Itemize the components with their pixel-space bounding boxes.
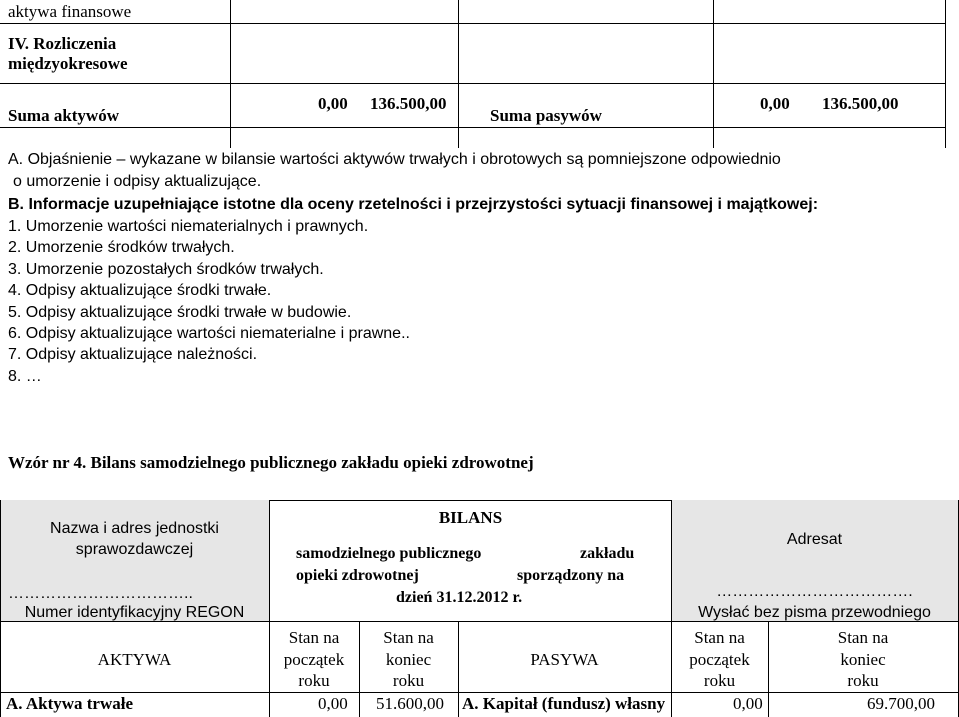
col-header-assets: AKTYWA — [97, 650, 172, 669]
entity-label-line1: Nazwa i adres jednostki — [50, 520, 219, 537]
list-item: 3. Umorzenie pozostałych środków trwałych. — [8, 261, 324, 278]
col-header-liab-start-line3: roku — [703, 671, 736, 690]
col-header-start-line1: Stan na — [288, 628, 340, 647]
balance-subtitle-part: zakładu — [580, 545, 635, 562]
template-title: Wzór nr 4. Bilans samodzielnego publicznego zakładu opieki zdrowotnej — [8, 453, 534, 472]
addressee-note: Wysłać bez pisma przewodniego — [698, 604, 931, 621]
list-item: 8. … — [8, 368, 42, 385]
col-header-liab-end-line1: Stan na — [837, 628, 889, 647]
sum-liabilities-label: Suma pasywów — [490, 106, 602, 125]
list-item: 2. Umorzenie środków trwałych. — [8, 239, 235, 256]
row-a-liabilities-label: A. Kapitał (fundusz) własny — [462, 694, 666, 713]
balance-subtitle-part: opieki zdrowotnej — [296, 567, 419, 584]
row-a-assets-label: A. Aktywa trwałe — [6, 694, 134, 713]
table-rule — [0, 127, 946, 128]
note-b-heading: B. Informacje uzupełniające istotne dla oceny rzetelności i przejrzystości sytuacji finansowej i majątkowej: — [8, 196, 819, 213]
table-rule — [0, 23, 946, 24]
addressee-dots: ………………………………. — [716, 583, 913, 600]
sum-assets-start: 0,00 — [318, 94, 348, 113]
entity-dots: …………………………….. — [8, 585, 193, 602]
list-item: 4. Odpisy aktualizujące środki trwałe. — [8, 282, 272, 299]
sum-assets-label: Suma aktywów — [8, 106, 119, 125]
col-header-liab-start-line1: Stan na — [694, 628, 745, 647]
col-header-liabilities: PASYWA — [530, 650, 599, 669]
note-a-line1: A. Objaśnienie – wykazane w bilansie wartości aktywów trwałych i obrotowych są pomniejszone odpowiednio — [8, 151, 781, 168]
col-header-liab-end-line2: koniec — [840, 650, 886, 669]
sum-liabilities-start: 0,00 — [760, 94, 790, 113]
balance-subtitle-part: samodzielnego publicznego — [296, 545, 482, 562]
list-item: 6. Odpisy aktualizujące wartości niematerialne i prawne.. — [8, 325, 410, 342]
list-item: 5. Odpisy aktualizujące środki trwałe w budowie. — [8, 304, 352, 321]
balance-title: BILANS — [438, 508, 503, 527]
row-a-assets-end: 51.600,00 — [376, 694, 444, 713]
sum-liabilities-end: 136.500,00 — [822, 94, 899, 113]
col-header-end-line1: Stan na — [383, 628, 434, 647]
balance-subtitle-date: dzień 31.12.2012 r. — [396, 589, 523, 606]
row-a-liabilities-start: 0,00 — [733, 694, 763, 713]
row-prev-label: aktywa finansowe — [8, 2, 132, 21]
col-header-liab-end-line3: roku — [847, 671, 879, 690]
table-rule — [0, 83, 946, 84]
col-header-end-line2: koniec — [385, 650, 432, 669]
balance-subtitle-part: sporządzony na — [517, 567, 625, 584]
row-a-assets-start: 0,00 — [318, 694, 348, 713]
table-rule — [0, 621, 958, 622]
regon-label: Numer identyfikacyjny REGON — [24, 604, 245, 621]
table-rule — [0, 692, 958, 693]
row-a-liabilities-end: 69.700,00 — [867, 694, 935, 713]
col-header-start-line3: roku — [298, 671, 330, 690]
sum-assets-end: 136.500,00 — [370, 94, 447, 113]
addressee-box — [671, 500, 958, 621]
entity-label-line2: sprawozdawczej — [75, 541, 194, 558]
addressee-label: Adresat — [786, 531, 843, 548]
col-header-liab-start-line2: początek — [689, 650, 750, 669]
row-iv-label-line2: międzyokresowe — [8, 54, 128, 73]
col-header-start-line2: początek — [283, 650, 345, 669]
list-item: 1. Umorzenie wartości niematerialnych i prawnych. — [8, 218, 369, 235]
list-item: 7. Odpisy aktualizujące należności. — [8, 346, 258, 363]
row-iv-label-line1: IV. Rozliczenia — [8, 34, 117, 53]
col-header-end-line3: roku — [392, 671, 425, 690]
note-a-line2: o umorzenie i odpisy aktualizujące. — [13, 173, 262, 190]
